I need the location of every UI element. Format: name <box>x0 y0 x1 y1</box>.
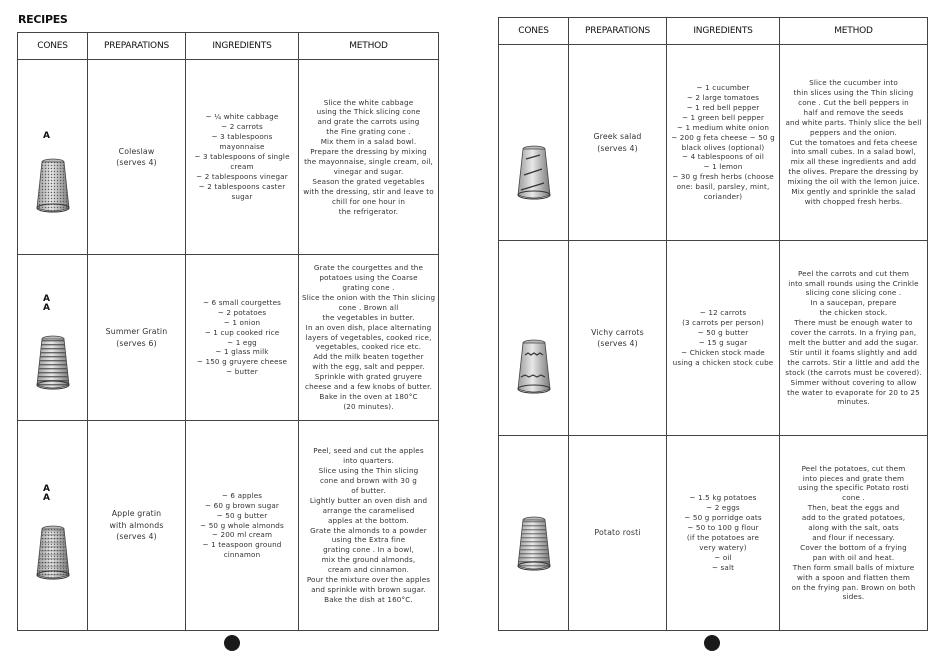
method-line: cone . Brown all <box>338 302 399 312</box>
method-line: into small rounds using the Crinkle <box>788 278 919 288</box>
method-line: Slice the cucumber into <box>809 78 898 88</box>
recipe-serves: (serves 4) <box>597 143 638 153</box>
method-line: chill for one hour in <box>331 196 406 206</box>
method-cell <box>299 60 439 255</box>
ingredient-item: ~ 6 small courgettes <box>202 297 282 307</box>
method-line: mix all these ingredients and add <box>790 157 917 167</box>
method-line: Sprinkle with grated gruyere <box>314 372 423 382</box>
header-cones: CONES <box>18 33 88 60</box>
cone-cell <box>18 255 88 421</box>
method-line: cone . Cut the bell peppers in <box>798 97 909 107</box>
method-line: melt the butter and add the sugar. <box>788 338 919 347</box>
method-line: cone and brown with 30 g <box>319 475 418 485</box>
method-line: the carrots. Stir a little and add the <box>787 357 920 367</box>
method-line: with a spoon and flatten them <box>797 572 910 582</box>
method-line: Add the milk beaten together <box>313 352 424 362</box>
method-line: on the frying pan. Brown on both <box>791 582 916 592</box>
ingredient-item: ~ 1 egg <box>227 337 257 347</box>
method-line: potatoes using the Coarse <box>319 273 418 283</box>
ingredient-item: ~ 50 g butter <box>216 510 268 520</box>
method-line: of butter. <box>351 485 386 495</box>
table-row <box>18 255 439 421</box>
ingredient-item: ~ 1 teaspoon ground cinnamon <box>202 540 282 560</box>
method-line: the refrigerator. <box>338 206 399 216</box>
table-row <box>499 436 928 631</box>
header-ingredients: INGREDIENTS <box>186 33 299 60</box>
preparation-cell <box>88 255 186 421</box>
ingredient-item: ~ 50 g whole almonds <box>200 520 284 530</box>
method-line: cover the carrots. In a frying pan, <box>790 328 917 338</box>
method-line: and sprinkle with brown sugar. <box>311 584 426 594</box>
method-line: with the egg, salt and pepper. <box>312 362 425 372</box>
grating-cone-icon <box>35 158 71 214</box>
ingredient-item: ~ 2 large tomatoes <box>686 92 760 102</box>
method-line: sides. <box>842 592 865 602</box>
method-line: (20 minutes). <box>343 401 394 411</box>
ingredient-item: ~ 1 lemon <box>703 162 743 172</box>
ingredient-item: ~ 150 g gruyere cheese <box>196 357 288 367</box>
method-line: cheese and a few knobs of butter. <box>304 382 433 392</box>
cone-marker: A <box>42 131 51 141</box>
ingredient-item: ~ 3 tablespoons mayonnaise <box>211 132 273 152</box>
method-line: the vegetables in butter. <box>322 312 415 322</box>
preparation-cell <box>569 436 667 631</box>
table-row <box>18 60 439 255</box>
method-line: the Fine grating cone . <box>326 127 411 137</box>
ingredient-item: ~ butter <box>226 367 258 377</box>
table-row <box>499 241 928 436</box>
cone-cell <box>499 241 569 436</box>
method-line: Peel the carrots and cut them <box>797 268 910 278</box>
ingredient-item: ~ 1 cup cooked rice <box>204 327 280 337</box>
method-line: using the Extra fine <box>331 535 406 545</box>
method-line: half and remove the seeds <box>803 107 904 117</box>
ingredient-item: ~ 30 g fresh herbs (choose one: basil, parsley, mint, coriander) <box>672 172 774 202</box>
table-row <box>499 45 928 241</box>
ingredients-cell <box>186 60 299 255</box>
method-line: cone . <box>842 493 865 503</box>
method-line: Simmer without covering to allow <box>790 377 917 387</box>
page-marker-right <box>704 635 720 651</box>
ingredient-item: ~ 3 tablespoons of single cream <box>194 152 290 171</box>
method-cell <box>780 241 928 436</box>
method-line: grating cone . In a bowl, <box>323 545 414 555</box>
method-line: Slice using the Thin slicing <box>318 466 419 476</box>
recipes-table-right <box>498 17 928 631</box>
method-line: Bake in the oven at 180°C <box>319 391 418 401</box>
ingredient-item: very watery) <box>699 542 747 552</box>
method-cell <box>299 421 439 631</box>
method-line: using the specific Potato rosti <box>798 483 909 493</box>
ingredients-cell <box>186 421 299 631</box>
method-line: and white parts. Thinly slice the bell <box>785 117 922 127</box>
method-line: peppers and the onion. <box>810 127 897 137</box>
method-line: Pour the mixture over the apples <box>306 575 431 585</box>
ingredient-item: ~ salt <box>711 562 735 572</box>
method-cell <box>299 255 439 421</box>
page-marker-left <box>224 635 240 651</box>
ingredient-item: (3 carrots per person) <box>682 318 764 328</box>
recipe-serves: (serves 4) <box>116 158 157 167</box>
preparation-cell <box>569 45 667 241</box>
cone-cell <box>499 45 569 241</box>
method-line: with chopped fresh herbs. <box>804 196 903 206</box>
grating-cone-icon <box>35 335 71 391</box>
method-line: cream and cinnamon. <box>327 565 410 575</box>
ingredients-cell <box>667 45 780 241</box>
ingredient-item: ~ 6 apples <box>221 490 263 500</box>
method-line: Lightly butter an oven dish and <box>309 495 428 505</box>
potato-rosti-cone-icon <box>516 516 552 572</box>
ingredients-cell <box>186 255 299 421</box>
method-line: into small cubes. In a salad bowl, <box>791 147 916 157</box>
method-line: stock (the carrots must be covered). <box>785 367 922 377</box>
method-line: Season the grated vegetables <box>312 176 425 186</box>
method-line: Slice the white cabbage <box>323 97 414 107</box>
ingredient-item: ~ 60 g brown sugar <box>205 500 279 510</box>
method-line: apples at the bottom. <box>328 515 409 525</box>
ingredient-item: ~ 1 red bell pepper <box>686 102 760 112</box>
recipe-name: Summer Gratin <box>105 327 168 336</box>
ingredient-item: ~ 2 eggs <box>706 503 740 513</box>
recipes-table-left <box>17 32 439 631</box>
header-ingredients: INGREDIENTS <box>667 18 780 45</box>
method-line: the chicken stock. <box>819 308 888 318</box>
method-line: the olives. Prepare the dressing by <box>788 167 919 177</box>
method-line: along with the salt, oats <box>808 523 899 533</box>
header-method: METHOD <box>780 18 928 45</box>
recipe-name: Coleslaw <box>118 146 155 156</box>
method-line: vegetables, cooked rice etc. <box>315 342 422 352</box>
method-line: Mix them in a salad bowl. <box>320 137 417 147</box>
method-line: Mix gently and sprinkle the salad <box>791 187 916 197</box>
ingredient-item: ~ ¼ white cabbage <box>205 112 279 122</box>
method-line: grating cone . <box>342 283 395 293</box>
method-line: Peel, seed and cut the apples <box>313 446 424 456</box>
ingredient-item: ~ 1 green bell pepper <box>681 112 765 122</box>
grating-cone-icon <box>35 525 71 581</box>
ingredient-item: ~ 50 to 100 g flour <box>687 523 759 533</box>
method-line: layers of vegetables, cooked rice, <box>305 332 432 342</box>
recipe-serves: (serves 4) <box>116 532 157 542</box>
method-line: into quarters. <box>343 456 394 466</box>
ingredient-item: ~ 50 g porridge oats <box>684 513 762 523</box>
recipe-serves: (serves 6) <box>116 338 157 348</box>
method-line: minutes. <box>837 397 870 407</box>
cone-cell <box>18 421 88 631</box>
ingredient-item: ~ 4 tablespoons of oil <box>682 152 764 162</box>
preparation-cell <box>569 241 667 436</box>
cone-cell <box>499 436 569 631</box>
method-line: and grate the carrots using <box>317 117 420 127</box>
method-line: Peel the potatoes, cut them <box>801 463 906 473</box>
method-line: arrange the caramelised <box>322 505 415 515</box>
ingredient-item: ~ Chicken stock made using a chicken stock cube <box>672 347 774 367</box>
ingredient-item: ~ 1 glass milk <box>215 347 269 357</box>
method-line: Cut the tomatoes and feta cheese <box>789 137 918 147</box>
ingredient-item: (if the potatoes are <box>686 533 760 542</box>
method-line: Grate the courgettes and the <box>313 263 424 273</box>
method-line: using the Thick slicing cone <box>316 107 421 117</box>
method-line: and flour if necessary. <box>812 533 895 542</box>
recipe-name: with almonds <box>109 520 164 530</box>
method-line: mix the ground almonds, <box>321 555 416 565</box>
ingredient-item: ~ 2 carrots <box>221 122 263 132</box>
method-line: mixing the oil with the lemon juice. <box>787 177 920 187</box>
ingredients-cell <box>667 436 780 631</box>
ingredient-item: ~ 50 g butter <box>697 328 749 338</box>
method-line: Prepare the dressing by mixing <box>310 147 427 157</box>
method-line: Then, beat the eggs and <box>807 503 900 513</box>
ingredients-cell <box>667 241 780 436</box>
cone-marker: A <box>42 493 51 503</box>
ingredient-item: ~ 2 tablespoons vinegar <box>196 171 288 181</box>
ingredient-item: ~ 2 potatoes <box>217 307 267 317</box>
recipe-serves: (serves 4) <box>597 339 638 348</box>
table-row <box>18 421 439 631</box>
preparation-cell <box>88 421 186 631</box>
recipe-name: Apple gratin <box>111 509 162 519</box>
cone-marker: A <box>42 303 51 313</box>
method-line: into pieces and grate them <box>802 473 905 483</box>
cone-marker: A <box>42 484 51 494</box>
method-line: slicing cone slicing cone . <box>805 288 902 298</box>
method-cell <box>780 436 928 631</box>
cone-cell <box>18 60 88 255</box>
ingredient-item: ~ 2 tablespoons caster sugar <box>198 181 286 201</box>
recipe-name: Potato rosti <box>594 528 641 538</box>
crinkle-cone-icon <box>516 339 552 395</box>
recipe-name: Vichy carrots <box>591 327 644 337</box>
method-cell <box>780 45 928 241</box>
ingredient-item: ~ oil <box>714 552 732 562</box>
header-method: METHOD <box>299 33 439 60</box>
method-line: thin slices using the Thin slicing <box>793 88 914 98</box>
ingredient-item: ~ 1.5 kg potatoes <box>689 493 757 503</box>
method-line: with the dressing, stir and leave to <box>303 186 434 196</box>
ingredient-item: ~ 1 cucumber <box>696 83 750 93</box>
header-preparations: PREPARATIONS <box>88 33 186 60</box>
method-line: There must be enough water to <box>794 318 913 328</box>
recipe-name: Greek salad <box>593 132 642 141</box>
method-line: Bake the dish at 160°C. <box>324 594 413 604</box>
ingredient-item: ~ 12 carrots <box>699 308 747 318</box>
method-line: add to the grated potatoes, <box>801 513 906 523</box>
slicing-cone-icon <box>516 145 552 201</box>
method-line: Slice the onion with the Thin slicing <box>302 292 436 302</box>
header-cones: CONES <box>499 18 569 45</box>
method-line: the water to evaporate for 20 to 25 <box>787 387 920 397</box>
ingredient-item: ~ 1 medium white onion <box>676 122 770 132</box>
method-line: In an oven dish, place alternating <box>305 322 432 332</box>
method-line: Stir until it foams slightly and add <box>789 347 918 357</box>
method-line: Grate the almonds to a powder <box>310 525 427 535</box>
page-title: RECIPES <box>18 13 68 26</box>
ingredient-item: ~ 200 g feta cheese ~ 50 g black olives (optional) <box>671 132 775 152</box>
method-line: vinegar and sugar. <box>333 166 404 176</box>
ingredient-item: ~ 15 g sugar <box>698 338 748 347</box>
method-line: Cover the bottom of a frying <box>800 542 907 552</box>
cone-marker: A <box>42 294 51 304</box>
method-line: the mayonnaise, single cream, oil, <box>304 157 433 166</box>
ingredient-item: ~ 1 onion <box>223 317 261 327</box>
header-preparations: PREPARATIONS <box>569 18 667 45</box>
preparation-cell <box>88 60 186 255</box>
method-line: In a saucepan, prepare <box>810 298 897 308</box>
ingredient-item: ~ 200 ml cream <box>211 530 273 540</box>
method-line: pan with oil and heat. <box>812 552 895 562</box>
method-line: Then form small balls of mixture <box>792 562 915 572</box>
